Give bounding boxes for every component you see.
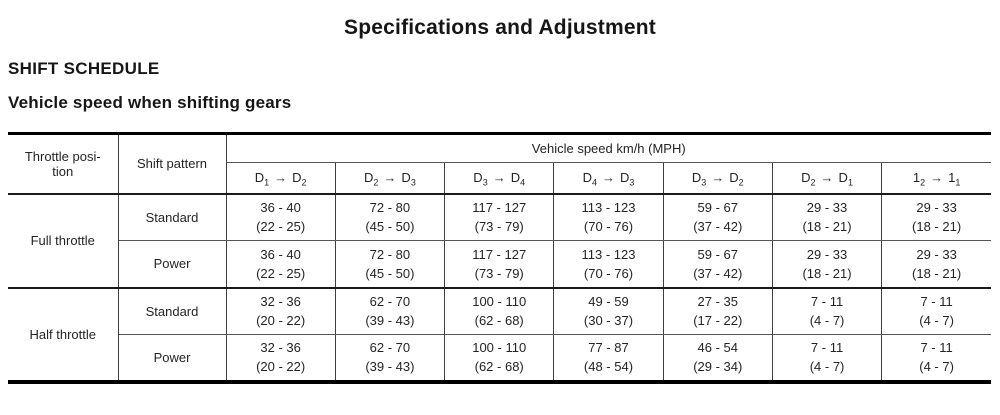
col-header-gear-d2-d3 [335,163,444,194]
kmh-range: 7 - 11 [920,340,953,356]
gear-to-sub: 1 [955,177,961,188]
mph-range: (4 - 7) [919,313,954,329]
speed-cell [882,288,991,335]
kmh-range: 113 - 123 [581,246,636,262]
table-row-half-power [8,335,991,382]
throttle-position-cell: Half throttle [8,288,118,382]
mph-range: (48 - 54) [583,359,634,375]
subsection-heading: Vehicle speed when shifting gears [8,93,292,112]
speed-cell [335,194,444,241]
gear-from: D [254,170,265,186]
gear-to: D [729,170,739,186]
kmh-range: 36 - 40 [260,246,301,262]
col-header-gear-d3-d4 [445,163,554,194]
mph-range: (4 - 7) [809,359,845,375]
gear-to-sub: 2 [301,177,307,188]
speed-cell [772,288,881,335]
kmh-range: 7 - 11 [810,294,844,310]
speed-cell [772,335,881,382]
kmh-range: 117 - 127 [472,246,527,262]
gear-from: D [364,170,374,186]
table-row-full-standard [8,194,991,241]
mph-range: (39 - 43) [365,313,415,329]
arrow-right-icon: → [274,170,288,186]
speed-cell [554,241,663,288]
kmh-range: 29 - 33 [916,200,957,216]
section-heading: SHIFT SCHEDULE [8,59,160,78]
gear-to: D [838,170,848,186]
mph-range: (18 - 21) [802,219,852,235]
speed-cell [554,194,663,241]
col-header-gear-12-11 [882,163,991,194]
kmh-range: 36 - 40 [260,200,301,216]
mph-range: (18 - 21) [912,265,962,281]
kmh-range: 77 - 87 [588,340,629,356]
kmh-range: 72 - 80 [369,200,411,216]
gear-to-sub: 2 [738,177,744,188]
mph-range: (20 - 22) [256,359,306,375]
gear-to-sub: 1 [847,177,853,188]
speed-cell [554,288,663,335]
shift-pattern-cell: Power [118,335,226,382]
kmh-range: 49 - 59 [588,294,629,310]
kmh-range: 113 - 123 [581,200,636,216]
arrow-right-icon: → [492,170,506,186]
speed-cell [226,241,335,288]
mph-range: (39 - 43) [365,359,415,375]
gear-from-sub: 1 [264,177,270,188]
arrow-right-icon: → [711,170,725,186]
gear-from: D [582,170,592,186]
speed-cell [445,335,554,382]
mph-range: (17 - 22) [693,313,743,329]
speed-cell [663,194,772,241]
speed-header-row [8,134,991,163]
speed-cell [335,241,444,288]
table-row-half-standard [8,288,991,335]
speed-cell [663,335,772,382]
gear-from: 1 [912,170,921,186]
mph-range: (70 - 76) [583,265,634,281]
col-header-gear-d2-d1 [772,163,881,194]
speed-cell [445,288,554,335]
kmh-range: 72 - 80 [369,246,411,262]
speed-cell [882,194,991,241]
shift-schedule-table [8,132,991,384]
shift-pattern-cell: Standard [118,194,226,241]
speed-cell [882,241,991,288]
kmh-range: 27 - 35 [697,294,738,310]
shift-pattern-cell: Power [118,241,226,288]
kmh-range: 29 - 33 [806,246,848,262]
mph-range: (70 - 76) [583,219,634,235]
kmh-range: 100 - 110 [472,340,527,356]
col-header-gear-d3-d2 [663,163,772,194]
mph-range: (73 - 79) [474,219,524,235]
page-title: Specifications and Adjustment [344,16,656,39]
kmh-range: 59 - 67 [697,246,738,262]
arrow-right-icon: → [383,170,397,186]
mph-range: (30 - 37) [583,313,634,329]
col-header-gear-d1-d2 [226,163,335,194]
gear-from-sub: 3 [482,177,488,188]
kmh-range: 62 - 70 [369,340,411,356]
kmh-range: 7 - 11 [920,294,953,310]
speed-cell [882,335,991,382]
gear-to: D [401,170,411,186]
throttle-header-line1: Throttle posi- [24,148,101,164]
col-header-throttle-position [8,134,118,194]
kmh-range: 32 - 36 [260,340,301,356]
gear-to: D [510,170,521,186]
mph-range: (62 - 68) [474,359,524,375]
mph-range: (18 - 21) [912,219,962,235]
arrow-right-icon: → [930,170,944,186]
kmh-range: 29 - 33 [916,246,957,262]
gear-from-sub: 2 [373,177,379,188]
kmh-range: 100 - 110 [472,294,527,310]
mph-range: (45 - 50) [365,265,415,281]
mph-range: (4 - 7) [809,313,845,329]
mph-range: (37 - 42) [693,265,743,281]
col-header-shift-pattern: Shift pattern [118,134,226,194]
speed-cell [554,335,663,382]
arrow-right-icon: → [601,170,615,186]
mph-range: (62 - 68) [474,313,524,329]
table-row-full-power [8,241,991,288]
speed-cell [226,335,335,382]
kmh-range: 32 - 36 [260,294,301,310]
gear-from-sub: 2 [920,177,926,188]
gear-to-sub: 3 [410,177,416,188]
speed-cell [445,241,554,288]
mph-range: (22 - 25) [256,265,306,281]
speed-cell [663,241,772,288]
mph-range: (37 - 42) [693,219,743,235]
kmh-range: 117 - 127 [472,200,527,216]
kmh-range: 7 - 11 [810,340,844,356]
kmh-range: 62 - 70 [369,294,411,310]
shift-pattern-cell: Standard [118,288,226,335]
gear-from: D [473,170,483,186]
speed-cell [226,288,335,335]
mph-range: (45 - 50) [365,219,415,235]
mph-range: (18 - 21) [802,265,852,281]
gear-to-sub: 4 [520,177,526,188]
kmh-range: 29 - 33 [806,200,848,216]
speed-cell [226,194,335,241]
mph-range: (73 - 79) [474,265,524,281]
gear-to: 1 [948,170,956,186]
speed-cell [335,288,444,335]
col-header-gear-d4-d3 [554,163,663,194]
speed-cell [663,288,772,335]
gear-from-sub: 2 [810,177,816,188]
gear-to-sub: 3 [629,177,635,188]
speed-cell [445,194,554,241]
gear-from: D [801,170,811,186]
speed-cell [772,194,881,241]
gear-from: D [691,170,702,186]
mph-range: (22 - 25) [256,219,306,235]
gear-to: D [292,170,302,186]
gear-from-sub: 4 [591,177,597,188]
mph-range: (29 - 34) [693,359,743,375]
gear-from-sub: 3 [701,177,707,188]
mph-range: (4 - 7) [919,359,954,375]
throttle-header-line2: tion [52,163,74,179]
col-header-vehicle-speed: Vehicle speed km/h (MPH) [226,134,991,163]
gear-to: D [619,170,630,186]
kmh-range: 46 - 54 [697,340,738,356]
speed-cell [772,241,881,288]
mph-range: (20 - 22) [256,313,306,329]
arrow-right-icon: → [820,170,834,186]
kmh-range: 59 - 67 [697,200,738,216]
throttle-position-cell: Full throttle [8,194,118,288]
speed-cell [335,335,444,382]
